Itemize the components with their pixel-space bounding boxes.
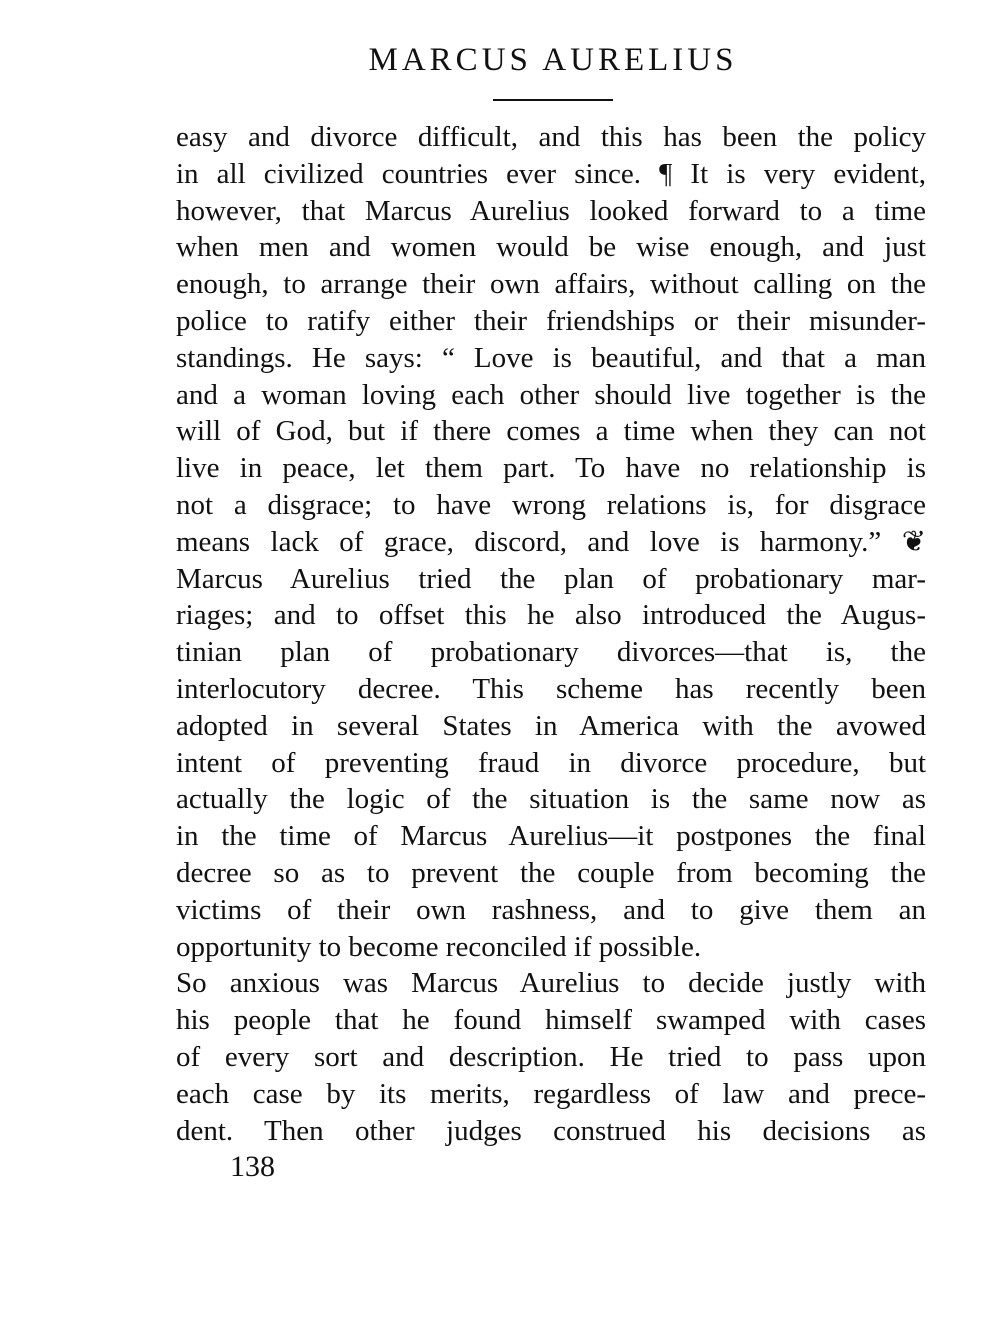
page-number: 138	[230, 1150, 275, 1183]
body-text	[176, 119, 926, 1149]
text-line: opportunity to become reconciled if possible.	[176, 930, 702, 963]
text-line: easy and divorce difficult, and this has been the policy	[176, 121, 926, 153]
text-line: in the time of Marcus Aurelius—it postpones the final	[176, 820, 926, 853]
text-line: police to ratify either their friendships or their misunder-	[176, 304, 926, 337]
text-line: however, that Marcus Aurelius looked forward to a time	[176, 194, 926, 227]
text-line: adopted in several States in America with the avowed	[176, 709, 926, 742]
text-line: and a woman loving each other should live together is the	[176, 378, 926, 411]
text-line: riages; and to offset this he also introduced the Augus-	[176, 599, 926, 632]
text-line: actually the logic of the situation is the same now as	[176, 783, 926, 816]
text-line: dent. Then other judges construed his decisions as	[176, 1114, 926, 1147]
header-rule	[493, 99, 613, 101]
running-header: MARCUS AURELIUS	[368, 42, 738, 78]
text-line: intent of preventing fraud in divorce procedure, but	[176, 746, 926, 779]
text-line: interlocutory decree. This scheme has recently been	[176, 672, 926, 705]
text-line: will of God, but if there comes a time when they can not	[176, 415, 926, 448]
text-line: live in peace, let them part. To have no relationship is	[176, 452, 926, 485]
text-line: each case by its merits, regardless of law and prece-	[176, 1077, 926, 1110]
text-line: his people that he found himself swamped with cases	[176, 1004, 926, 1037]
text-line: enough, to arrange their own affairs, without calling on the	[176, 268, 926, 301]
text-line: decree so as to prevent the couple from becoming the	[176, 856, 926, 889]
text-line: Marcus Aurelius tried the plan of probationary mar-	[176, 562, 926, 595]
text-line: when men and women would be wise enough, and just	[176, 231, 926, 264]
text-line: tinian plan of probationary divorces—that is, the	[176, 636, 926, 669]
text-line: victims of their own rashness, and to give them an	[176, 893, 926, 926]
text-line: So anxious was Marcus Aurelius to decide justly with	[176, 967, 926, 1000]
text-line: in all civilized countries ever since. ¶ It is very evident,	[176, 157, 926, 190]
text-line: not a disgrace; to have wrong relations is, for disgrace	[176, 488, 926, 521]
text-line: standings. He says: “ Love is beautiful, and that a man	[176, 341, 926, 374]
text-line: of every sort and description. He tried to pass upon	[176, 1040, 926, 1073]
text-line: means lack of grace, discord, and love is harmony.” ❦	[176, 525, 926, 558]
